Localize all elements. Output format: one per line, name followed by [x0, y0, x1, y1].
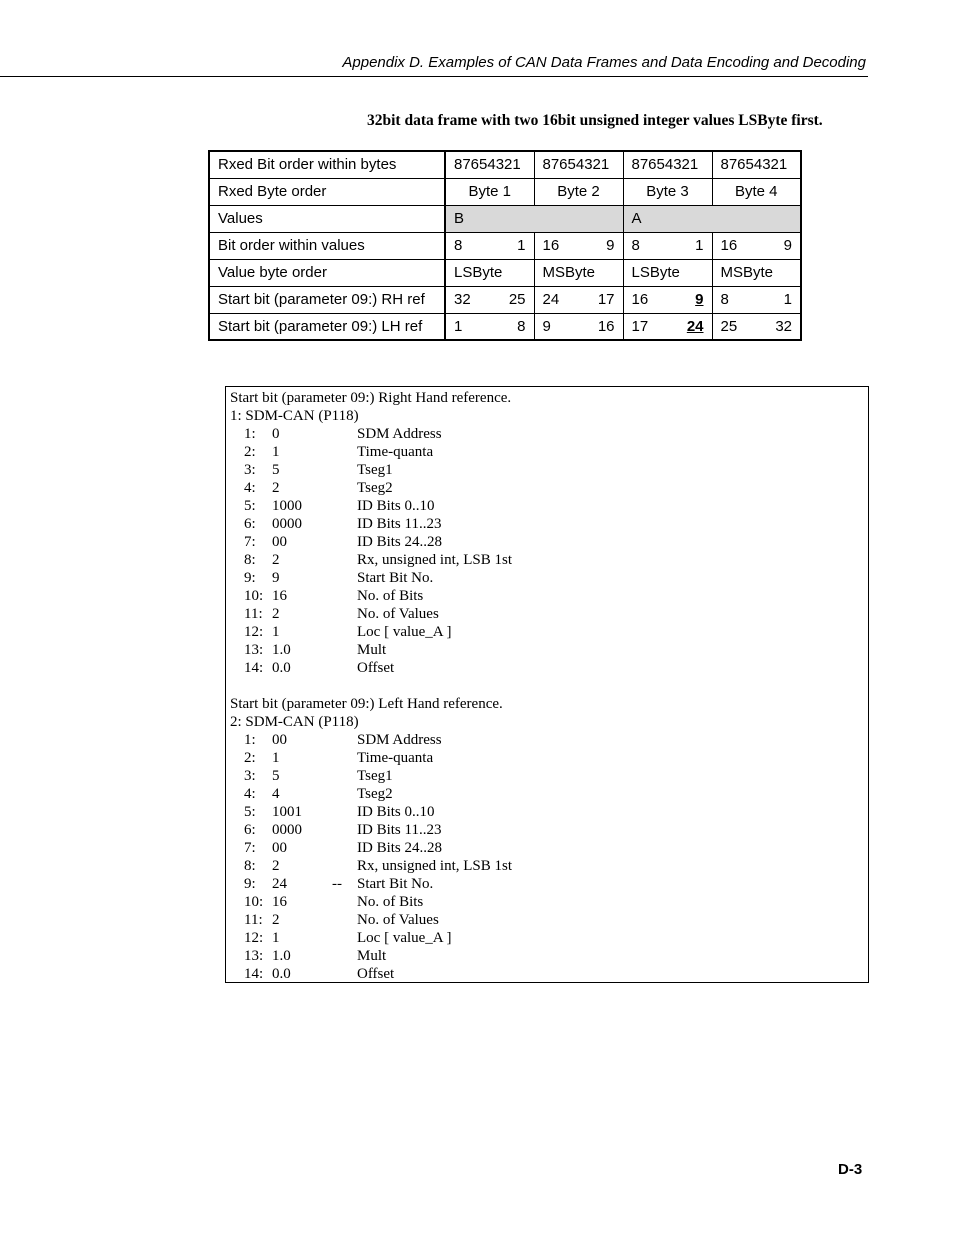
param-description: Tseg1: [357, 768, 393, 784]
bit-low: 25: [508, 291, 526, 308]
table-cell: [534, 313, 623, 340]
table-cell: LSByte: [623, 259, 712, 286]
param-value: 0.0: [272, 966, 291, 982]
table-cell: [712, 232, 801, 259]
bit-low: 16: [597, 317, 615, 335]
bit-high: 25: [720, 317, 738, 335]
param-number: 4:: [244, 480, 256, 496]
program-listing: [225, 386, 869, 983]
param-row: [230, 911, 864, 929]
bit-high: 8: [631, 237, 640, 254]
param-value: 5: [272, 768, 280, 784]
param-number: 2:: [244, 750, 256, 766]
table-row: [209, 151, 801, 178]
param-row: [230, 551, 864, 569]
param-row: [230, 479, 864, 497]
table-cell: [712, 313, 801, 340]
param-row: [230, 515, 864, 533]
param-row: [230, 965, 864, 983]
param-number: 13:: [244, 948, 264, 964]
param-value: 5: [272, 462, 280, 478]
param-description: Tseg2: [357, 480, 393, 496]
param-row: [230, 929, 864, 947]
param-value: 1: [272, 750, 280, 766]
param-description: ID Bits 24..28: [357, 534, 443, 550]
param-number: 5:: [244, 498, 256, 514]
value-a-cell: A: [623, 205, 801, 232]
table-row: [209, 259, 801, 286]
table-caption: 32bit data frame with two 16bit unsigned integer values LSByte first.: [367, 112, 823, 129]
param-row: [230, 569, 864, 587]
bit-low: 1: [695, 237, 704, 254]
param-number: 9:: [244, 876, 256, 892]
table-cell: 87654321: [534, 151, 623, 178]
param-row: [230, 821, 864, 839]
table-cell: MSByte: [534, 259, 623, 286]
table-cell: [623, 232, 712, 259]
param-value: 1: [272, 930, 280, 946]
param-row: [230, 605, 864, 623]
param-description: Rx, unsigned int, LSB 1st: [357, 552, 513, 568]
table-cell: [445, 313, 534, 340]
program-block-rh: [230, 389, 864, 677]
block-comment: Start bit (parameter 09:) Right Hand reference.: [230, 390, 512, 406]
start-bit-highlight: 24: [686, 317, 704, 335]
table-row: [209, 313, 801, 340]
param-value: 2: [272, 912, 280, 928]
table-cell: Byte 4: [712, 178, 801, 205]
param-row: [230, 533, 864, 551]
row-label: Bit order within values: [209, 232, 445, 259]
bit-high: 24: [542, 291, 560, 308]
row-label: Values: [209, 205, 445, 232]
param-row: [230, 875, 864, 893]
header-rule: [0, 76, 868, 77]
table-cell: [623, 286, 712, 313]
param-value: 1000: [272, 498, 302, 514]
table-cell: MSByte: [712, 259, 801, 286]
bit-low: 8: [517, 317, 526, 335]
param-value: 0000: [272, 822, 302, 838]
param-description: Mult: [357, 642, 387, 658]
param-value: 16: [272, 894, 287, 910]
bit-low: 1: [783, 291, 792, 308]
param-description: Offset: [357, 966, 395, 982]
param-number: 5:: [244, 804, 256, 820]
param-value: 00: [272, 534, 287, 550]
param-number: 6:: [244, 822, 256, 838]
param-row: [230, 623, 864, 641]
running-header: Appendix D. Examples of CAN Data Frames and Data Encoding and Decoding: [342, 54, 866, 71]
table-cell: [534, 232, 623, 259]
param-number: 14:: [244, 966, 264, 982]
param-number: 1:: [244, 426, 256, 442]
bit-high: 16: [542, 237, 560, 254]
param-value: 2: [272, 480, 280, 496]
bit-high: 9: [542, 317, 551, 335]
page-number: D-3: [838, 1161, 863, 1178]
param-number: 7:: [244, 534, 256, 550]
param-value: 00: [272, 732, 287, 748]
param-row: [230, 425, 864, 443]
param-description: SDM Address: [357, 732, 442, 748]
param-number: 4:: [244, 786, 256, 802]
row-label: Rxed Byte order: [209, 178, 445, 205]
param-description: Tseg2: [357, 786, 393, 802]
param-row: [230, 857, 864, 875]
bit-low: 17: [597, 291, 615, 308]
param-description: ID Bits 24..28: [357, 840, 443, 856]
param-number: 12:: [244, 930, 264, 946]
block-spacer: [230, 677, 864, 695]
table-row: [209, 232, 801, 259]
value-b-cell: B: [445, 205, 623, 232]
param-description: ID Bits 11..23: [357, 822, 442, 838]
param-value: 9: [272, 570, 280, 586]
param-row: [230, 785, 864, 803]
bit-low: 32: [775, 317, 792, 335]
param-value: 1: [272, 624, 280, 640]
table-cell: [445, 232, 534, 259]
table-cell: 87654321: [445, 151, 534, 178]
param-description: Loc [ value_A ]: [357, 930, 452, 946]
start-bit-highlight: 9: [695, 291, 704, 308]
param-row: [230, 731, 864, 749]
param-number: 3:: [244, 768, 256, 784]
param-number: 13:: [244, 642, 264, 658]
table-cell: 87654321: [712, 151, 801, 178]
bit-high: 8: [720, 291, 729, 308]
param-marker: --: [332, 876, 342, 892]
row-label: Start bit (parameter 09:) LH ref: [209, 313, 445, 340]
param-value: 2: [272, 858, 280, 874]
param-row: [230, 497, 864, 515]
param-value: 2: [272, 552, 280, 568]
param-number: 11:: [244, 912, 263, 928]
param-number: 10:: [244, 588, 264, 604]
param-description: Mult: [357, 948, 387, 964]
bit-low: 9: [783, 237, 792, 254]
param-description: No. of Bits: [357, 894, 424, 910]
param-row: [230, 659, 864, 677]
param-description: SDM Address: [357, 426, 442, 442]
param-description: Time-quanta: [357, 750, 434, 766]
param-number: 7:: [244, 840, 256, 856]
param-number: 10:: [244, 894, 264, 910]
param-description: ID Bits 0..10: [357, 498, 435, 514]
param-description: Loc [ value_A ]: [357, 624, 452, 640]
param-value: 1001: [272, 804, 302, 820]
param-number: 14:: [244, 660, 264, 676]
table-cell: [445, 286, 534, 313]
param-row: [230, 587, 864, 605]
param-row: [230, 443, 864, 461]
param-row: [230, 461, 864, 479]
bit-high: 32: [454, 291, 471, 308]
param-value: 16: [272, 588, 287, 604]
bit-high: 16: [720, 237, 738, 254]
param-value: 0: [272, 426, 280, 442]
param-description: No. of Values: [357, 606, 439, 622]
table-cell: LSByte: [445, 259, 534, 286]
param-number: 8:: [244, 858, 256, 874]
bit-low: 1: [517, 237, 526, 254]
table-cell: Byte 3: [623, 178, 712, 205]
param-description: ID Bits 0..10: [357, 804, 435, 820]
param-row: [230, 947, 864, 965]
param-description: Rx, unsigned int, LSB 1st: [357, 858, 513, 874]
table-cell: Byte 1: [445, 178, 534, 205]
param-row: [230, 749, 864, 767]
param-number: 6:: [244, 516, 256, 532]
table-cell: [712, 286, 801, 313]
param-number: 1:: [244, 732, 256, 748]
param-description: Time-quanta: [357, 444, 434, 460]
param-description: Tseg1: [357, 462, 393, 478]
param-row: [230, 641, 864, 659]
param-value: 0000: [272, 516, 302, 532]
bit-low: 9: [606, 237, 615, 254]
instruction-line: 2: SDM-CAN (P118): [230, 714, 359, 730]
row-label: Value byte order: [209, 259, 445, 286]
param-number: 11:: [244, 606, 263, 622]
param-description: ID Bits 11..23: [357, 516, 442, 532]
param-number: 2:: [244, 444, 256, 460]
bit-high: 17: [631, 317, 649, 335]
param-description: No. of Bits: [357, 588, 424, 604]
table-row: [209, 205, 801, 232]
block-comment: Start bit (parameter 09:) Left Hand reference.: [230, 696, 503, 712]
param-row: [230, 839, 864, 857]
param-value: 1.0: [272, 642, 291, 658]
param-number: 3:: [244, 462, 256, 478]
param-list: [230, 425, 864, 677]
program-block-lh: [230, 695, 864, 983]
param-list: [230, 731, 864, 983]
param-number: 9:: [244, 570, 256, 586]
bit-high: 8: [454, 237, 463, 254]
bit-high: 1: [454, 317, 463, 335]
param-value: 24: [272, 876, 287, 892]
row-label: Start bit (parameter 09:) RH ref: [209, 286, 445, 313]
table-row: [209, 286, 801, 313]
param-value: 1.0: [272, 948, 291, 964]
param-description: No. of Values: [357, 912, 439, 928]
param-description: Start Bit No.: [357, 570, 434, 586]
param-description: Start Bit No.: [357, 876, 434, 892]
param-number: 8:: [244, 552, 256, 568]
bit-high: 16: [631, 291, 649, 308]
param-number: 12:: [244, 624, 264, 640]
param-value: 0.0: [272, 660, 291, 676]
table-cell: 87654321: [623, 151, 712, 178]
param-row: [230, 803, 864, 821]
table-cell: Byte 2: [534, 178, 623, 205]
param-description: Offset: [357, 660, 395, 676]
param-row: [230, 893, 864, 911]
instruction-line: 1: SDM-CAN (P118): [230, 408, 359, 424]
param-value: 00: [272, 840, 287, 856]
table-cell: [623, 313, 712, 340]
param-row: [230, 767, 864, 785]
param-value: 1: [272, 444, 280, 460]
table-row: [209, 178, 801, 205]
row-label: Rxed Bit order within bytes: [209, 151, 445, 178]
data-frame-table: [208, 150, 802, 341]
param-value: 4: [272, 786, 280, 802]
table-cell: [534, 286, 623, 313]
param-value: 2: [272, 606, 280, 622]
